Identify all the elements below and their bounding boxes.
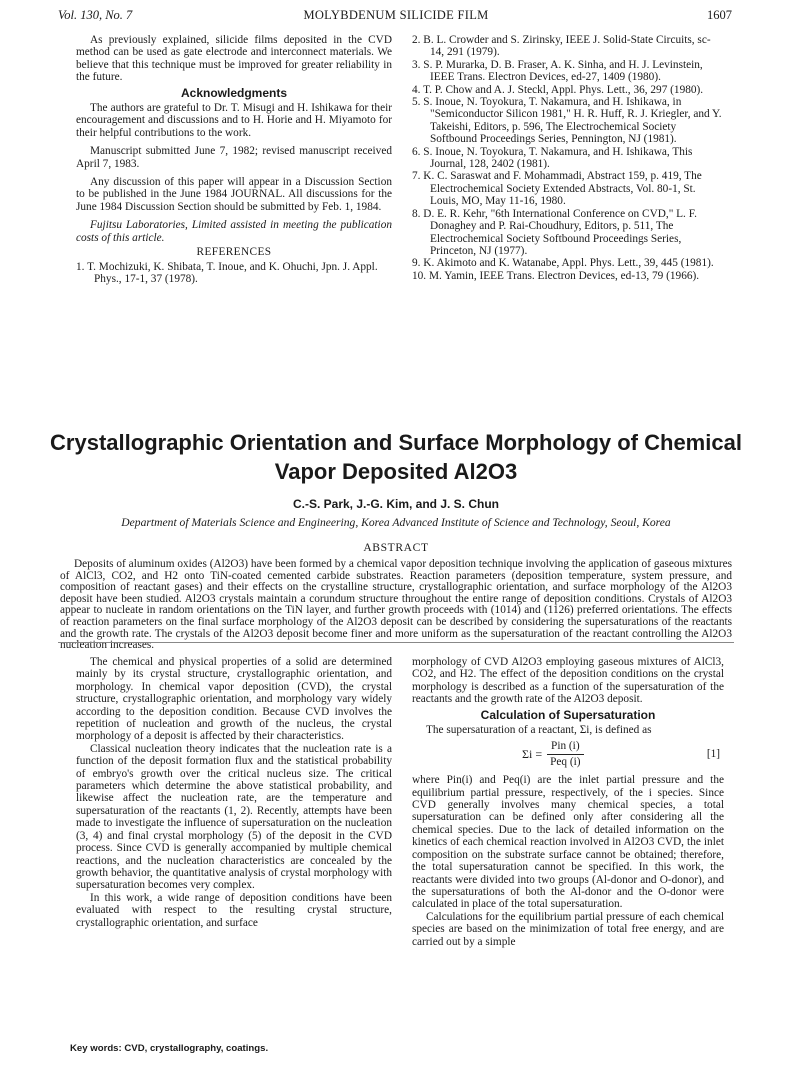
equation-1 (412, 740, 724, 768)
body-paragraph: In this work, a wide range of deposition conditions have been evaluated with respect to the resulting crystal structure, crystallographic orientation, and surface (76, 891, 392, 929)
section-divider (58, 642, 734, 643)
section-heading: Calculation of Supersaturation (480, 707, 656, 722)
article-affiliation: Department of Materials Science and Engineering, Korea Advanced Institute of Science and Technology, Seoul, Korea (121, 516, 671, 529)
journal-volume: Vol. 130, No. 7 (58, 8, 133, 22)
acknowledgments-text: The authors are grateful to Dr. T. Misugi and H. Ishikawa for their encouragement and discussions and to H. Horie and H. Miyamoto for their helpful contributions to the work. (76, 102, 392, 139)
article-authors: C.-S. Park, J.-G. Kim, and J. S. Chun (292, 497, 500, 511)
equation-denominator: Peq (i) (550, 755, 581, 768)
body-right-column (412, 656, 724, 948)
reference-item: 6. S. Inoue, N. Toyokura, T. Nakamura, and H. Ishikawa, This Journal, 128, 2402 (1981). (412, 145, 693, 171)
equation-fraction (546, 740, 584, 768)
body-paragraph: Calculations for the equilibrium partial pressure of each chemical species are based on the minimization of total free energy, and are carried out by a simple (412, 910, 724, 948)
reference-item: 4. T. P. Chow and A. J. Steckl, Appl. Phys. Lett., 36, 297 (1980). (412, 83, 704, 96)
prev-conclusion: As previously explained, silicide films deposited in the CVD method can be used as gate electrode and interconnect materials. We believe that this technique must be improved for greater reliability in the future. (76, 34, 392, 84)
references-list-right (412, 34, 724, 282)
sponsor-note: Fujitsu Laboratories, Limited assisted in meeting the publication costs of this article. (76, 219, 392, 244)
reference-item: 1. T. Mochizuki, K. Shibata, T. Inoue, and K. Ohuchi, Jpn. J. Appl. Phys., 17-1, 37 (1978). (76, 260, 378, 285)
reference-item: 9. K. Akimoto and K. Watanabe, Appl. Phys. Lett., 39, 445 (1981). (412, 257, 714, 270)
keywords: Key words: CVD, crystallography, coatings. (70, 1043, 269, 1054)
running-title: MOLYBDENUM SILICIDE FILM (303, 8, 489, 22)
reference-item: 5. S. Inoue, N. Toyokura, T. Nakamura, and H. Ishikawa, in "Semiconductor Silicon 1981," H. R. Huff, R. J. Kriegler, and Y. Takeishi, Editors, p. 596, The Electrochemical Society Softbound Proceedings Series, Pennington, NJ (1981). (412, 96, 722, 146)
reference-item: 3. S. P. Murarka, D. B. Fraser, A. K. Sinha, and H. J. Levinstein, IEEE Trans. Electron Devices, ed-27, 1409 (1980). (412, 58, 703, 84)
abstract-heading: ABSTRACT (363, 541, 429, 554)
body-paragraph: where Pin(i) and Peq(i) are the inlet partial pressure and the equilibrium partial pressure, respectively, of the i species. Since CVD generally involves many chemical species, a total supersaturation can be defined only after considering all the chemical species. Due to the lack of detailed information on the kinetics of each chemical reaction involved in Al2O3 CVD, the inlet composition on the substrate surface cannot be obtained; therefore, the total supersaturation cannot be specified. In this work, the reactants were divided into two groups (Al-donor and O-donor), and the supersaturations of both the Al-donor and the O-donor were calculated in place of the total supersaturation. (412, 774, 724, 911)
references-heading: REFERENCES (196, 246, 272, 259)
abstract-text: Deposits of aluminum oxides (Al2O3) have been formed by a chemical vapor deposition technique involving the application of gaseous mixtures of AlCl3, CO2, and H2 onto TiN-coated cemented carbide substrates. Reaction parameters (deposition temperature, system pressure, and composition of reactant gases) and their effects on the crystalline structure, crystallographic orientation, and surface morphology of the Al2O3 deposit have been studied. Al2O3 crystals maintain a corundum structure throughout the entire range of deposition conditions. Crystals of Al2O3 appear to nucleate in random orientations on the TiN layer, and further growth proceeds with (1014) and (1126) preferred orientations. The effects of reaction parameters on the final surface morphology of the Al2O3 deposit can be described by considering the supersaturations of the reactants and the growth rate. The crystals of the Al2O3 deposit become finer and more uniform as the supersaturation of the reactant controlling the Al2O3 nucleation increases. (60, 558, 732, 652)
page-number: 1607 (707, 8, 732, 22)
reference-item: 2. B. L. Crowder and S. Zirinsky, IEEE J. Solid-State Circuits, sc-14, 291 (1979). (412, 34, 711, 59)
body-left-column (76, 656, 392, 929)
abstract-block (60, 559, 732, 652)
equation-lhs: Σi = (522, 747, 543, 762)
section-intro: The supersaturation of a reactant, Σi, is defined as (426, 724, 652, 737)
discussion-note: Any discussion of this paper will appear in a Discussion Section to be published in the June 1984 JOURNAL. All discussions for the June 1984 Discussion Section should be submitted by Feb. 1, 1984. (76, 176, 392, 213)
equation-numerator: Pin (i) (547, 740, 584, 754)
reference-item: 7. K. C. Saraswat and F. Mohammadi, Abstract 159, p. 419, The Electrochemical Society Extended Abstracts, Vol. 80-1, St. Louis, MO, May 11-16, 1980. (412, 170, 702, 208)
reference-item: 8. D. E. R. Kehr, "6th International Conference on CVD," L. F. Donaghey and P. Rai-Choudhury, Editors, p. 511, The Electrochemical Society Softbound Proceedings Series, Princeton, NJ (1977). (412, 207, 697, 257)
article-title: Crystallographic Orientation and Surface Morphology of Chemical Vapor Deposited Al2O3 (50, 430, 742, 484)
body-paragraph: The chemical and physical properties of a solid are determined mainly by its crystal structure, crystallographic orientation, and morphology. In chemical vapor deposition (CVD), the crystal structure, crystallographic orientation, and morphology vary widely according to the deposition condition. Because CVD involves the repetition of nucleation and growth of the nucleus, the crystal morphology of a deposit is affected by their characteristics. (76, 656, 392, 743)
acknowledgments-heading: Acknowledgments (180, 85, 288, 100)
equation-number: [1] (706, 748, 720, 761)
manuscript-note: Manuscript submitted June 7, 1982; revised manuscript received April 7, 1983. (76, 145, 392, 170)
references-list-left (76, 261, 392, 286)
reference-item: 10. M. Yamin, IEEE Trans. Electron Devices, ed-13, 79 (1966). (412, 269, 700, 282)
prev-article-right-column (412, 34, 724, 282)
body-paragraph: morphology of CVD Al2O3 employing gaseous mixtures of AlCl3, CO2, and H2. The effect of the deposition conditions on the crystal morphology is described as a function of the supersaturation of the reactants and the growth rate of the Al2O3 deposit. (412, 656, 724, 706)
body-paragraph: Classical nucleation theory indicates that the nucleation rate is a function of the deposit formation flux and the statistical probability of embryo's growth over the critical nucleus size. The critical parameters which determine the above statistical probability, and likewise affect the nucleation rate, are the temperature and supersaturation of the reactants (1, 2). Recently, attempts have been made to investigate the influence of supersaturation on the nucleation (3, 4) and final crystal morphology (5) of the deposit in the CVD process. Since CVD is generally accompanied by multiple chemical reactions, and the nucleation characteristics are concealed by the growth behavior, the quantitative analysis of crystal morphology with supersaturation becomes very complex. (76, 742, 392, 892)
prev-article-left-column (76, 34, 392, 285)
